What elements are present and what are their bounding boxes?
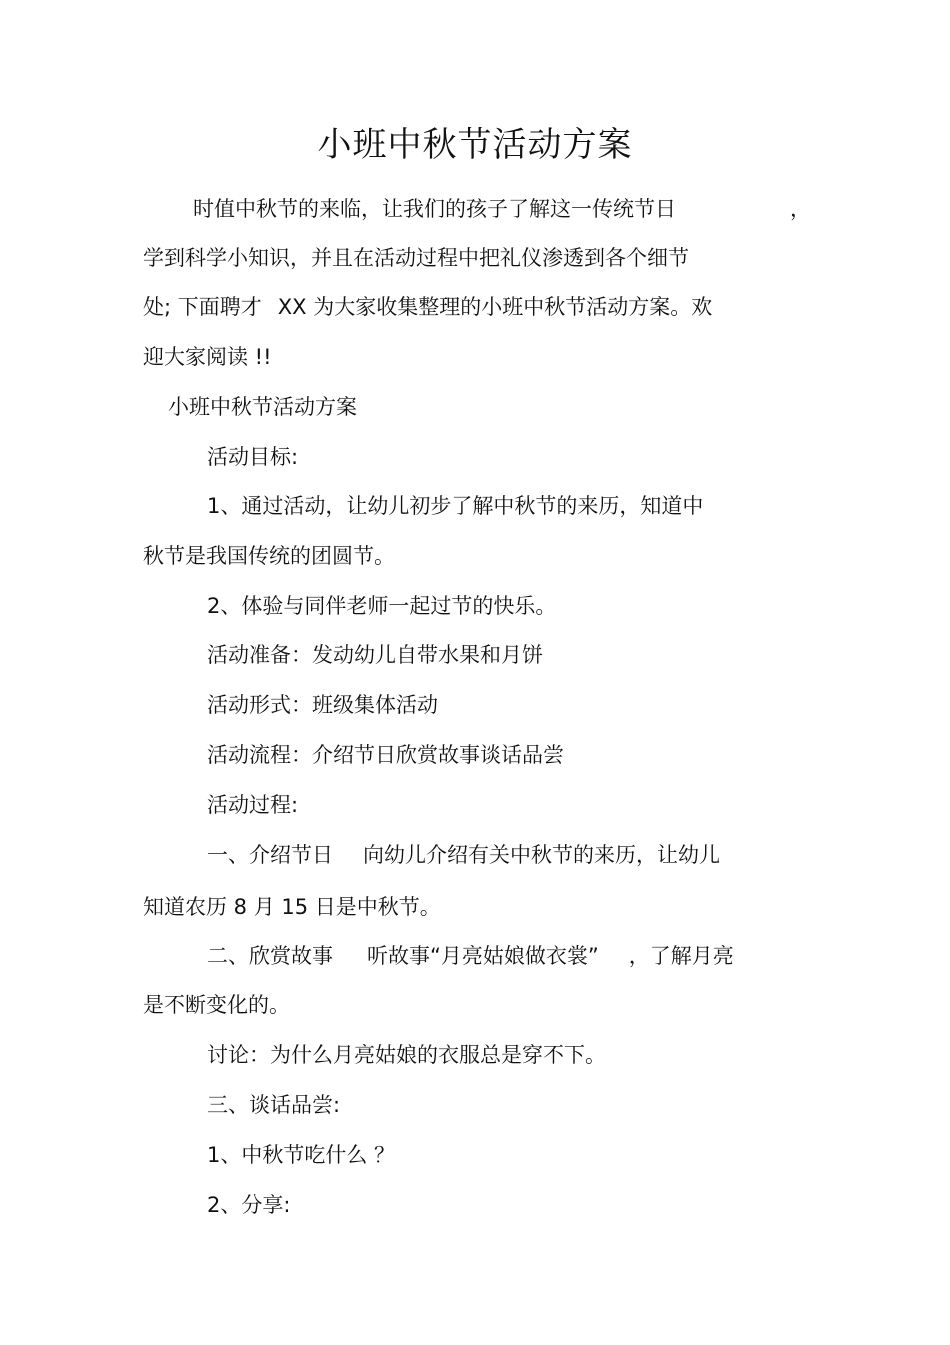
activity-form: 活动形式：班级集体活动 <box>207 693 438 717</box>
intro-line-1 <box>193 194 676 224</box>
step-3: 三、谈话品尝: <box>207 1093 341 1117</box>
discussion: 讨论：为什么月亮姑娘的衣服总是穿不下。 <box>207 1043 606 1067</box>
intro-line-3 <box>143 292 712 322</box>
question-1: 1、中秋节吃什么 ？ <box>207 1143 396 1167</box>
step-2-text: 听故事“月亮姑娘做衣裳” <box>367 944 599 968</box>
step-2-title: 二、欣赏故事 <box>207 944 333 968</box>
intro-line-1-text: 时值中秋节的来临，让我们的孩子了解这一传统节日 <box>193 197 676 221</box>
step-2-line-1 <box>207 941 734 971</box>
activity-flow: 活动流程：介绍节日欣赏故事谈话品尝 <box>207 743 564 767</box>
step-2-line-2: 是不断变化的。 <box>143 993 290 1017</box>
goals-heading: 活动目标: <box>207 445 299 469</box>
process-heading: 活动过程: <box>207 793 299 817</box>
step-1-title: 一、介绍节日 <box>207 843 333 867</box>
section-subtitle: 小班中秋节活动方案 <box>168 395 357 419</box>
step-1-line-2: 知道农历 8 月 15 日是中秋节。 <box>143 895 441 919</box>
step-1-text: 向幼儿介绍有关中秋节的来历，让幼儿 <box>363 843 720 867</box>
activity-prep: 活动准备：发动幼儿自带水果和月饼 <box>207 643 543 667</box>
intro-line-2: 学到科学小知识，并且在活动过程中把礼仪渗透到各个细节 <box>143 246 689 270</box>
step-1-line-1 <box>207 840 720 870</box>
goal-1-line-1: 1、通过活动，让幼儿初步了解中秋节的来历，知道中 <box>207 494 704 518</box>
goal-1-line-2: 秋节是我国传统的团圆节。 <box>143 544 395 568</box>
intro-line-3-b: XX 为大家收集整理的小班中秋节活动方案。欢 <box>277 295 713 319</box>
step-2-tail: ，了解月亮 <box>628 944 734 968</box>
intro-line-3-a: 处; 下面聘才 <box>143 295 262 319</box>
document-title: 小班中秋节活动方案 <box>317 125 633 165</box>
intro-line-4: 迎大家阅读 !! <box>143 345 272 369</box>
question-2: 2、分享: <box>207 1193 291 1217</box>
intro-line-1-punct: ， <box>790 197 811 221</box>
goal-2: 2、体验与同伴老师一起过节的快乐。 <box>207 594 557 618</box>
